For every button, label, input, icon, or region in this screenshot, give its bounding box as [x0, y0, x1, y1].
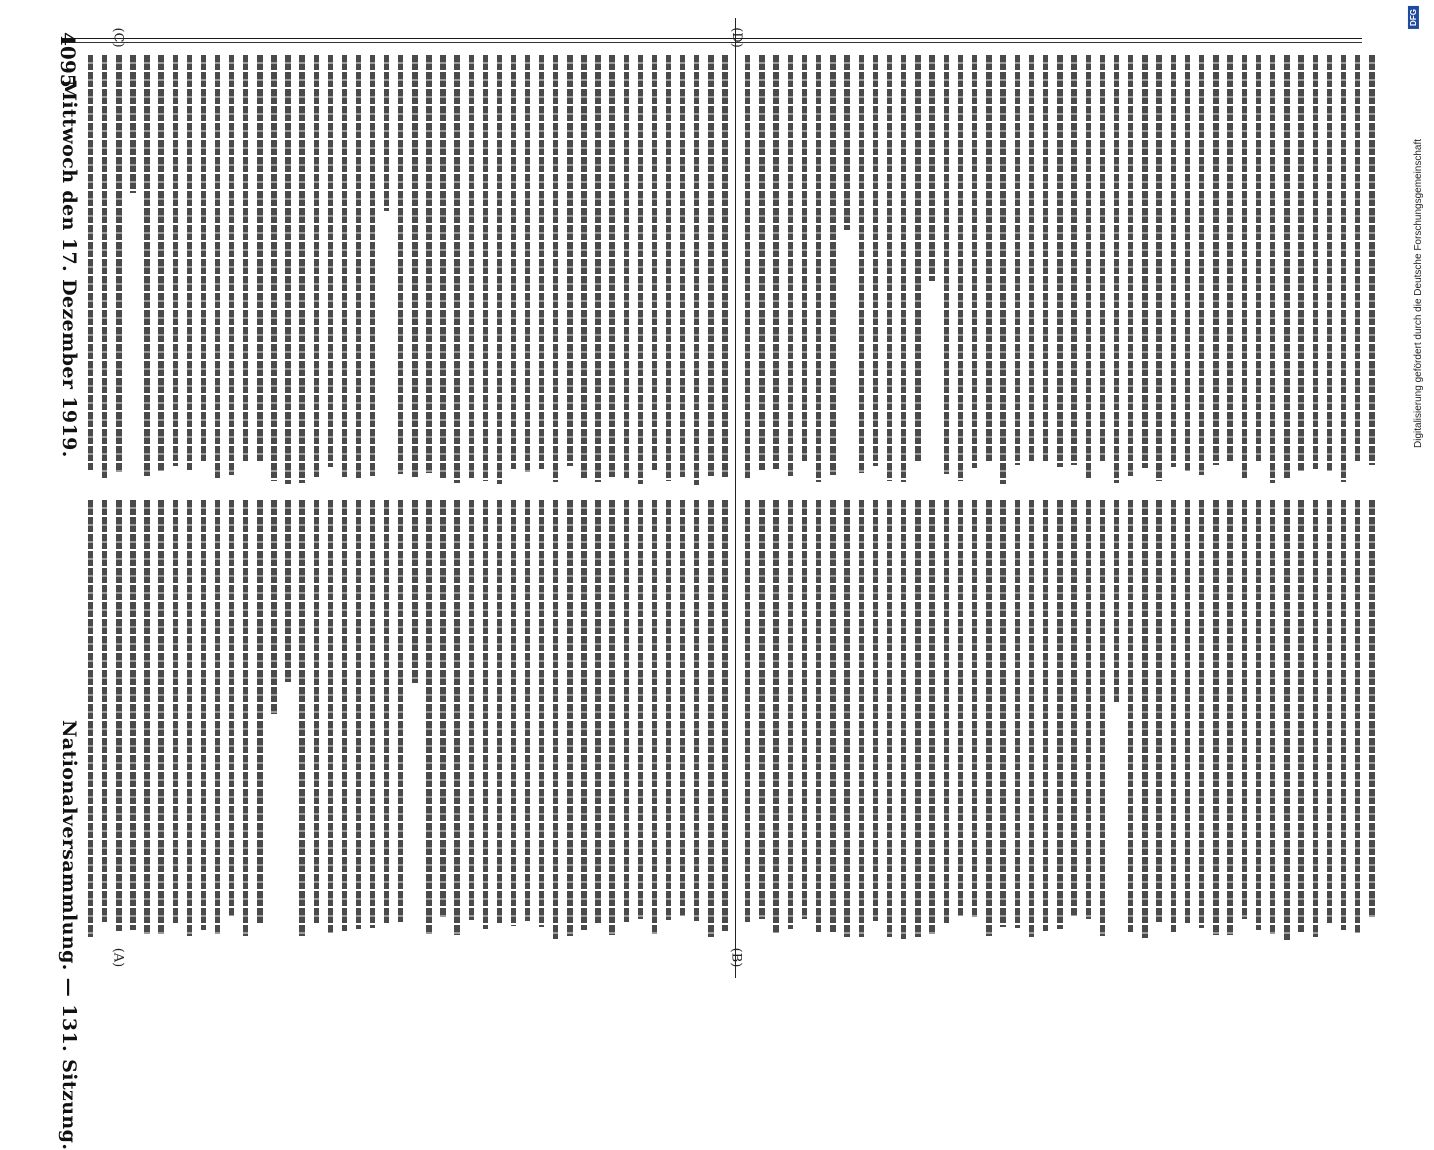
text-line — [116, 55, 121, 472]
text-column-left-upper — [88, 55, 728, 485]
text-line — [624, 500, 629, 922]
text-line — [1029, 55, 1034, 463]
text-line — [759, 500, 764, 919]
text-line — [412, 500, 417, 683]
margin-letter-a: (A) — [110, 947, 126, 968]
text-line — [187, 55, 192, 470]
text-line — [986, 500, 991, 936]
text-line — [483, 500, 488, 929]
text-line — [844, 55, 849, 230]
text-line — [1015, 500, 1020, 928]
text-column-right-lower — [745, 500, 1375, 940]
text-line — [454, 500, 459, 935]
text-line — [1270, 55, 1275, 483]
text-line — [1298, 500, 1303, 932]
text-line — [1156, 55, 1161, 481]
text-line — [299, 500, 304, 936]
text-line — [1242, 500, 1247, 919]
text-line — [440, 500, 445, 917]
text-line — [1341, 55, 1346, 482]
text-line — [215, 55, 220, 480]
text-line — [1114, 500, 1119, 702]
text-line — [1015, 55, 1020, 465]
header-right-title: Mittwoch den 17. Dezember 1919. — [58, 80, 80, 458]
text-line — [1227, 500, 1232, 935]
digitization-note: Digitalisierung gefördert durch die Deutsche Forschungsgemeinschaft — [1413, 138, 1424, 448]
text-line — [525, 55, 530, 472]
text-line — [539, 55, 544, 469]
text-line — [745, 55, 750, 479]
text-line — [285, 55, 290, 484]
text-line — [1327, 55, 1332, 471]
text-line — [144, 55, 149, 476]
text-line — [271, 55, 276, 481]
text-line — [314, 55, 319, 477]
text-line — [553, 500, 558, 939]
text-line — [652, 500, 657, 934]
header-rule — [62, 38, 1362, 39]
text-line — [830, 55, 835, 475]
text-line — [915, 500, 920, 937]
text-line — [1142, 500, 1147, 938]
text-line — [440, 55, 445, 478]
text-line — [1355, 55, 1360, 463]
text-line — [1029, 500, 1034, 937]
text-line — [511, 500, 516, 926]
text-column-left-lower — [88, 500, 728, 940]
text-line — [1213, 500, 1218, 935]
text-line — [958, 55, 963, 481]
text-line — [1227, 55, 1232, 463]
text-line — [1057, 500, 1062, 929]
header-left-title: Nationalversammlung. — 131. Sitzung. — [58, 720, 80, 1150]
text-line — [944, 500, 949, 924]
text-line — [384, 55, 389, 211]
text-line — [1185, 500, 1190, 924]
text-line — [511, 55, 516, 469]
text-line — [1043, 500, 1048, 931]
text-line — [788, 500, 793, 929]
text-line — [1341, 500, 1346, 930]
text-line — [859, 500, 864, 937]
text-line — [1171, 500, 1176, 932]
text-line — [469, 55, 474, 479]
dfg-badge: DFG — [1408, 6, 1419, 29]
text-line — [469, 500, 474, 920]
text-line — [525, 500, 530, 921]
margin-letter-d: (D) — [728, 27, 744, 48]
text-line — [384, 500, 389, 925]
text-line — [1171, 55, 1176, 467]
text-line — [1242, 55, 1247, 478]
text-line — [873, 500, 878, 921]
text-line — [1000, 500, 1005, 927]
text-line — [830, 500, 835, 932]
text-line — [958, 500, 963, 916]
text-line — [1142, 55, 1147, 468]
text-line — [694, 55, 699, 485]
text-line — [1313, 55, 1318, 469]
text-line — [370, 500, 375, 928]
text-line — [1156, 500, 1161, 922]
text-line — [773, 55, 778, 469]
text-line — [944, 55, 949, 474]
text-line — [1199, 500, 1204, 928]
text-line — [243, 55, 248, 462]
text-line — [342, 500, 347, 931]
text-line — [173, 55, 178, 466]
text-line — [342, 55, 347, 477]
margin-letter-b: (B) — [728, 947, 744, 968]
text-line — [887, 55, 892, 481]
text-line — [816, 55, 821, 482]
margin-letter-c: (C) — [110, 27, 126, 48]
text-line — [972, 500, 977, 917]
text-line — [581, 500, 586, 930]
text-line — [426, 500, 431, 934]
text-line — [929, 55, 934, 281]
text-line — [158, 55, 163, 471]
text-line — [1199, 55, 1204, 475]
text-line — [102, 500, 107, 922]
text-line — [539, 500, 544, 927]
text-line — [173, 500, 178, 923]
text-line — [680, 500, 685, 916]
text-line — [426, 55, 431, 473]
text-line — [722, 500, 727, 931]
text-line — [901, 500, 906, 939]
text-line — [929, 500, 934, 934]
text-line — [652, 55, 657, 470]
text-line — [1369, 55, 1374, 465]
text-line — [553, 55, 558, 482]
text-line — [816, 500, 821, 932]
text-line — [1086, 55, 1091, 480]
text-line — [454, 55, 459, 483]
text-line — [1086, 500, 1091, 919]
text-line — [1100, 55, 1105, 462]
text-line — [1270, 500, 1275, 934]
text-line — [859, 55, 864, 473]
text-line — [356, 500, 361, 929]
text-line — [1057, 55, 1062, 467]
text-line — [328, 55, 333, 467]
text-line — [229, 500, 234, 916]
text-line — [1256, 55, 1261, 462]
text-line — [271, 500, 276, 714]
text-line — [745, 500, 750, 922]
text-line — [1128, 55, 1133, 476]
text-line — [1284, 500, 1289, 940]
text-line — [187, 500, 192, 936]
text-line — [398, 500, 403, 922]
text-line — [88, 500, 93, 937]
text-line — [144, 500, 149, 934]
text-line — [1071, 55, 1076, 465]
text-line — [1043, 55, 1048, 462]
column-divider — [735, 18, 736, 978]
digitization-footer — [1406, 8, 1424, 992]
text-line — [1128, 500, 1133, 932]
text-line — [299, 55, 304, 483]
text-line — [1298, 55, 1303, 471]
text-line — [356, 55, 361, 478]
text-line — [802, 500, 807, 919]
text-line — [1369, 500, 1374, 917]
text-line — [595, 55, 600, 482]
text-line — [497, 55, 502, 484]
text-line — [844, 500, 849, 937]
text-line — [1313, 500, 1318, 937]
text-line — [257, 500, 262, 924]
text-line — [722, 55, 727, 477]
text-line — [158, 500, 163, 934]
text-line — [788, 55, 793, 476]
text-line — [102, 55, 107, 478]
text-line — [567, 55, 572, 466]
text-line — [314, 500, 319, 923]
text-line — [972, 55, 977, 468]
text-line — [694, 500, 699, 921]
text-line — [483, 55, 488, 481]
text-line — [201, 500, 206, 930]
text-line — [398, 55, 403, 474]
text-line — [229, 55, 234, 475]
text-line — [708, 55, 713, 476]
text-line — [243, 500, 248, 936]
text-line — [285, 500, 290, 682]
text-line — [1000, 55, 1005, 484]
text-line — [680, 55, 685, 477]
text-line — [708, 500, 713, 937]
text-line — [130, 55, 135, 193]
text-line — [1355, 500, 1360, 933]
text-line — [1114, 55, 1119, 483]
text-line — [1213, 55, 1218, 465]
text-line — [116, 500, 121, 931]
text-line — [497, 500, 502, 925]
text-line — [873, 55, 878, 466]
text-line — [581, 55, 586, 480]
header-rule-lower — [62, 42, 1362, 43]
text-line — [1327, 500, 1332, 925]
text-column-right-upper — [745, 55, 1375, 485]
text-line — [1100, 500, 1105, 936]
text-line — [666, 500, 671, 920]
text-line — [88, 55, 93, 470]
text-line — [624, 55, 629, 478]
text-line — [1256, 500, 1261, 930]
text-line — [609, 500, 614, 935]
text-line — [1185, 55, 1190, 471]
text-line — [666, 55, 671, 481]
text-line — [201, 55, 206, 463]
page-number: 4095 — [56, 32, 80, 88]
text-line — [773, 500, 778, 933]
text-line — [370, 55, 375, 476]
text-line — [638, 55, 643, 484]
text-line — [328, 500, 333, 933]
text-line — [986, 55, 991, 462]
text-line — [567, 500, 572, 936]
text-line — [638, 500, 643, 919]
text-line — [257, 55, 262, 463]
text-line — [595, 500, 600, 923]
text-line — [412, 55, 417, 477]
text-line — [215, 500, 220, 934]
text-line — [901, 55, 906, 482]
text-line — [1071, 500, 1076, 916]
text-line — [887, 500, 892, 937]
text-line — [609, 55, 614, 477]
text-line — [759, 55, 764, 470]
text-line — [915, 55, 920, 463]
text-line — [802, 55, 807, 462]
text-line — [130, 500, 135, 930]
text-line — [1284, 55, 1289, 480]
